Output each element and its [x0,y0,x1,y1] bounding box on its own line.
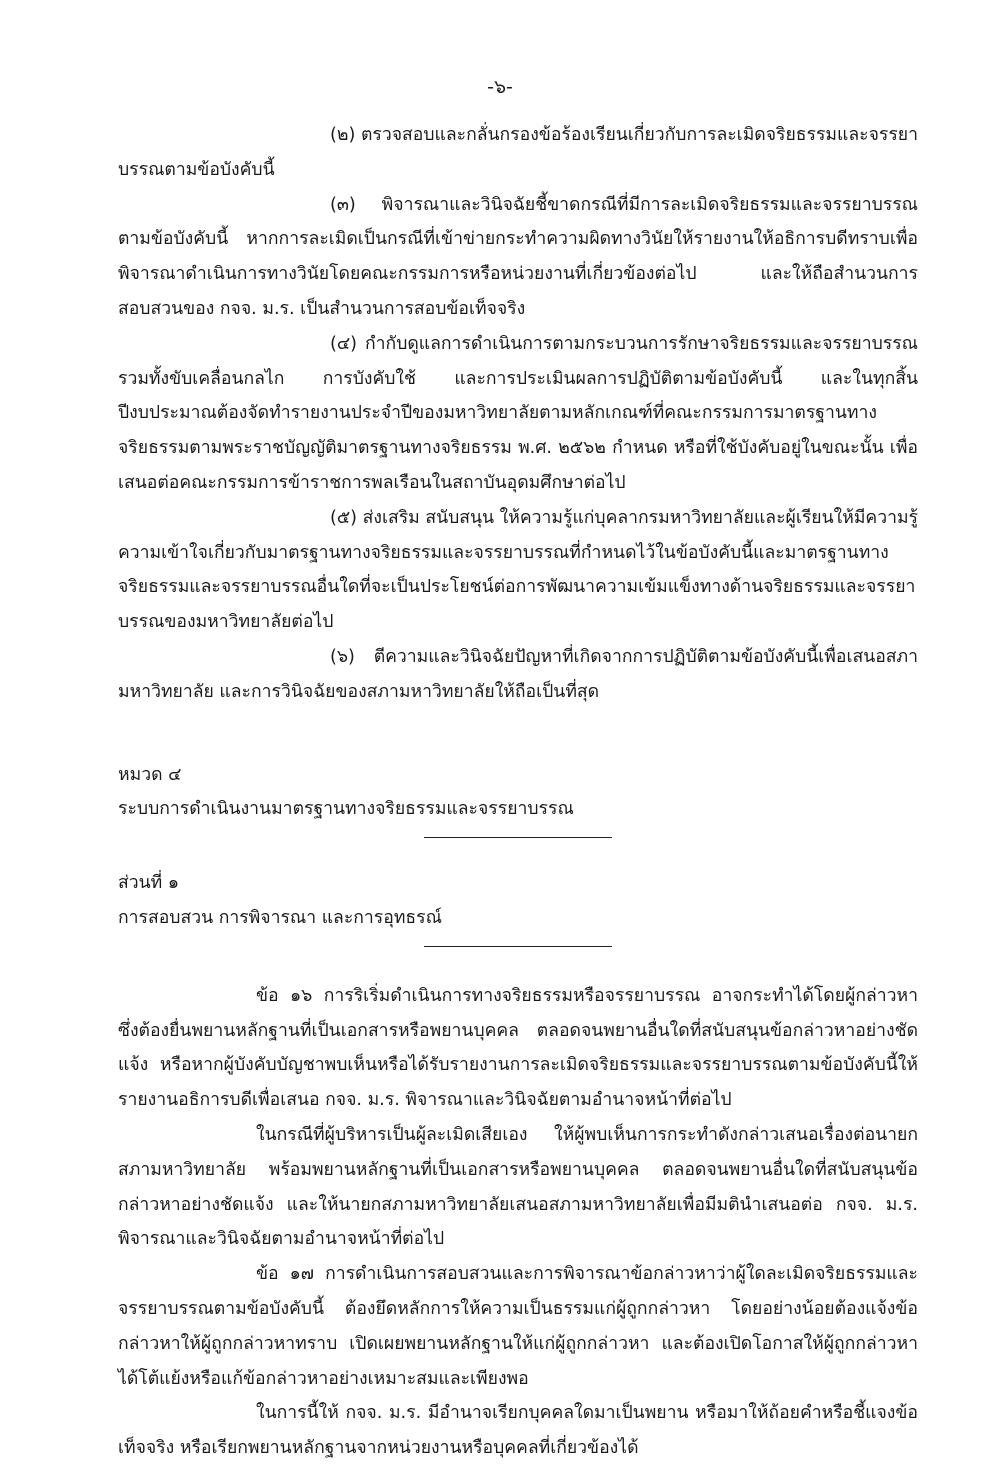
article-17-paragraph-2: ในการนี้ให้ กจจ. ม.ร. มีอำนาจเรียกบุคคลใดมาเป็นพยาน หรือมาให้ถ้อยคำหรือชี้แจงข้อเท็จจริง หรือเรียกพยานหลักฐานจากหน่วยงานหรือบุคคลที่เกี่ยวข้องได้ [118,1403,918,1459]
clause-item-2: (๒) ตรวจสอบและกลั่นกรองข้อร้องเรียนเกี่ยวกับการละเมิดจริยธรรมและจรรยาบรรณตามข้อบังคับนี้ [118,125,918,180]
chapter-label: หมวด ๔ [118,764,182,785]
article-17: ข้อ ๑๗ การดำเนินการสอบสวนและการพิจารณาข้อกล่าวหาว่าผู้ใดละเมิดจริยธรรมและจรรยาบรรณตามข้อบังคับนี้ ต้องยึดหลักการให้ความเป็นธรรมแก่ผู้ถูกกล่าวหา โดยอย่างน้อยต้องแจ้งข้อกล่าวหาให้ผู้ถูกกล่าวหาทราบ เปิดเผยพยานหลักฐานให้แก่ผู้ถูกกล่าวหา และต้องเปิดโอกาสให้ผู้ถูกกล่าวหาได้โต้แย้งหรือแก้ข้อกล่าวหาอย่างเหมาะสมและเพียงพอ [118,1264,918,1389]
document-body [118,118,918,1466]
page-number: -๖- [487,76,513,98]
article-16-paragraph-2: ในกรณีที่ผู้บริหารเป็นผู้ละเมิดเสียเอง ให้ผู้พบเห็นการกระทำดังกล่าวเสนอเรื่องต่อนายกสภามหาวิทยาลัย พร้อมพยานหลักฐานที่เป็นเอกสารหรือพยานบุคคล ตลอดจนพยานอื่นใดที่สนับสนุนข้อกล่าวหาอย่างชัดแจ้ง และให้นายกสภามหาวิทยาลัยเสนอสภามหาวิทยาลัยเพื่อมีมตินำเสนอต่อ กจจ. ม.ร. พิจารณาและวินิจฉัยตามอำนาจหน้าที่ต่อไป [118,1124,918,1250]
clause-item-6: (๖) ตีความและวินิจฉัยปัญหาที่เกิดจากการปฏิบัติตามข้อบังคับนี้เพื่อเสนอสภามหาวิทยาลัย และการวินิจฉัยของสภามหาวิทยาลัยให้ถือเป็นที่สุด [118,646,918,702]
section-title: การสอบสวน การพิจารณา และการอุทธรณ์ [118,907,442,928]
clause-item-3: (๓) พิจารณาและวินิจฉัยชี้ขาดกรณีที่มีการละเมิดจริยธรรมและจรรยาบรรณตามข้อบังคับนี้ หากการละเมิดเป็นกรณีที่เข้าข่ายกระทำความผิดทางวินัยให้รายงานให้อธิการบดีทราบเพื่อพิจารณาดำเนินการทางวินัยโดยคณะกรรมการหรือหน่วยงานที่เกี่ยวข้องต่อไป และให้ถือสำนวนการสอบสวนของ กจจ. ม.ร. เป็นสำนวนการสอบข้อเท็จจริง [118,194,918,319]
article-16: ข้อ ๑๖ การริเริ่มดำเนินการทางจริยธรรมหรือจรรยาบรรณ อาจกระทำได้โดยผู้กล่าวหาซึ่งต้องยื่นพยานหลักฐานที่เป็นเอกสารหรือพยานบุคคล ตลอดจนพยานอื่นใดที่สนับสนุนข้อกล่าวหาอย่างชัดแจ้ง หรือหากผู้บังคับบัญชาพบเห็นหรือได้รับรายงานการละเมิดจริยธรรมและจรรยาบรรณตามข้อบังคับนี้ให้รายงานอธิการบดีเพื่อเสนอ กจจ. ม.ร. พิจารณาและวินิจฉัยตามอำนาจหน้าที่ต่อไป [118,985,918,1111]
clause-item-5: (๕) ส่งเสริม สนับสนุน ให้ความรู้แก่บุคลากรมหาวิทยาลัยและผู้เรียนให้มีความรู้ความเข้าใจเกี่ยวกับมาตรฐานทางจริยธรรมและจรรยาบรรณที่กำหนดไว้ในข้อบังคับนี้และมาตรฐานทางจริยธรรมและจรรยาบรรณอื่นใดที่จะเป็นประโยชน์ต่อการพัฒนาความเข้มแข็งทางด้านจริยธรรมและจรรยาบรรณของมหาวิทยาลัยต่อไป [118,507,918,633]
clause-item-4: (๔) กำกับดูแลการดำเนินการตามกระบวนการรักษาจริยธรรมและจรรยาบรรณรวมทั้งขับเคลื่อนกลไก การบังคับใช้ และการประเมินผลการปฏิบัติตามข้อบังคับนี้ และในทุกสิ้นปีงบประมาณต้องจัดทำรายงานประจำปีของมหาวิทยาลัยตามหลักเกณฑ์ที่คณะกรรมการมาตรฐานทางจริยธรรมตามพระราชบัญญัติมาตรฐานทางจริยธรรม พ.ศ. ๒๕๖๒ กำหนด หรือที่ใช้บังคับอยู่ในขณะนั้น เพื่อเสนอต่อคณะกรรมการข้าราชการพลเรือนในสถาบันอุดมศึกษาต่อไป [118,333,918,493]
chapter-title: ระบบการดำเนินงานมาตรฐานทางจริยธรรมและจรรยาบรรณ [118,799,574,820]
section-label: ส่วนที่ ๑ [118,873,180,894]
